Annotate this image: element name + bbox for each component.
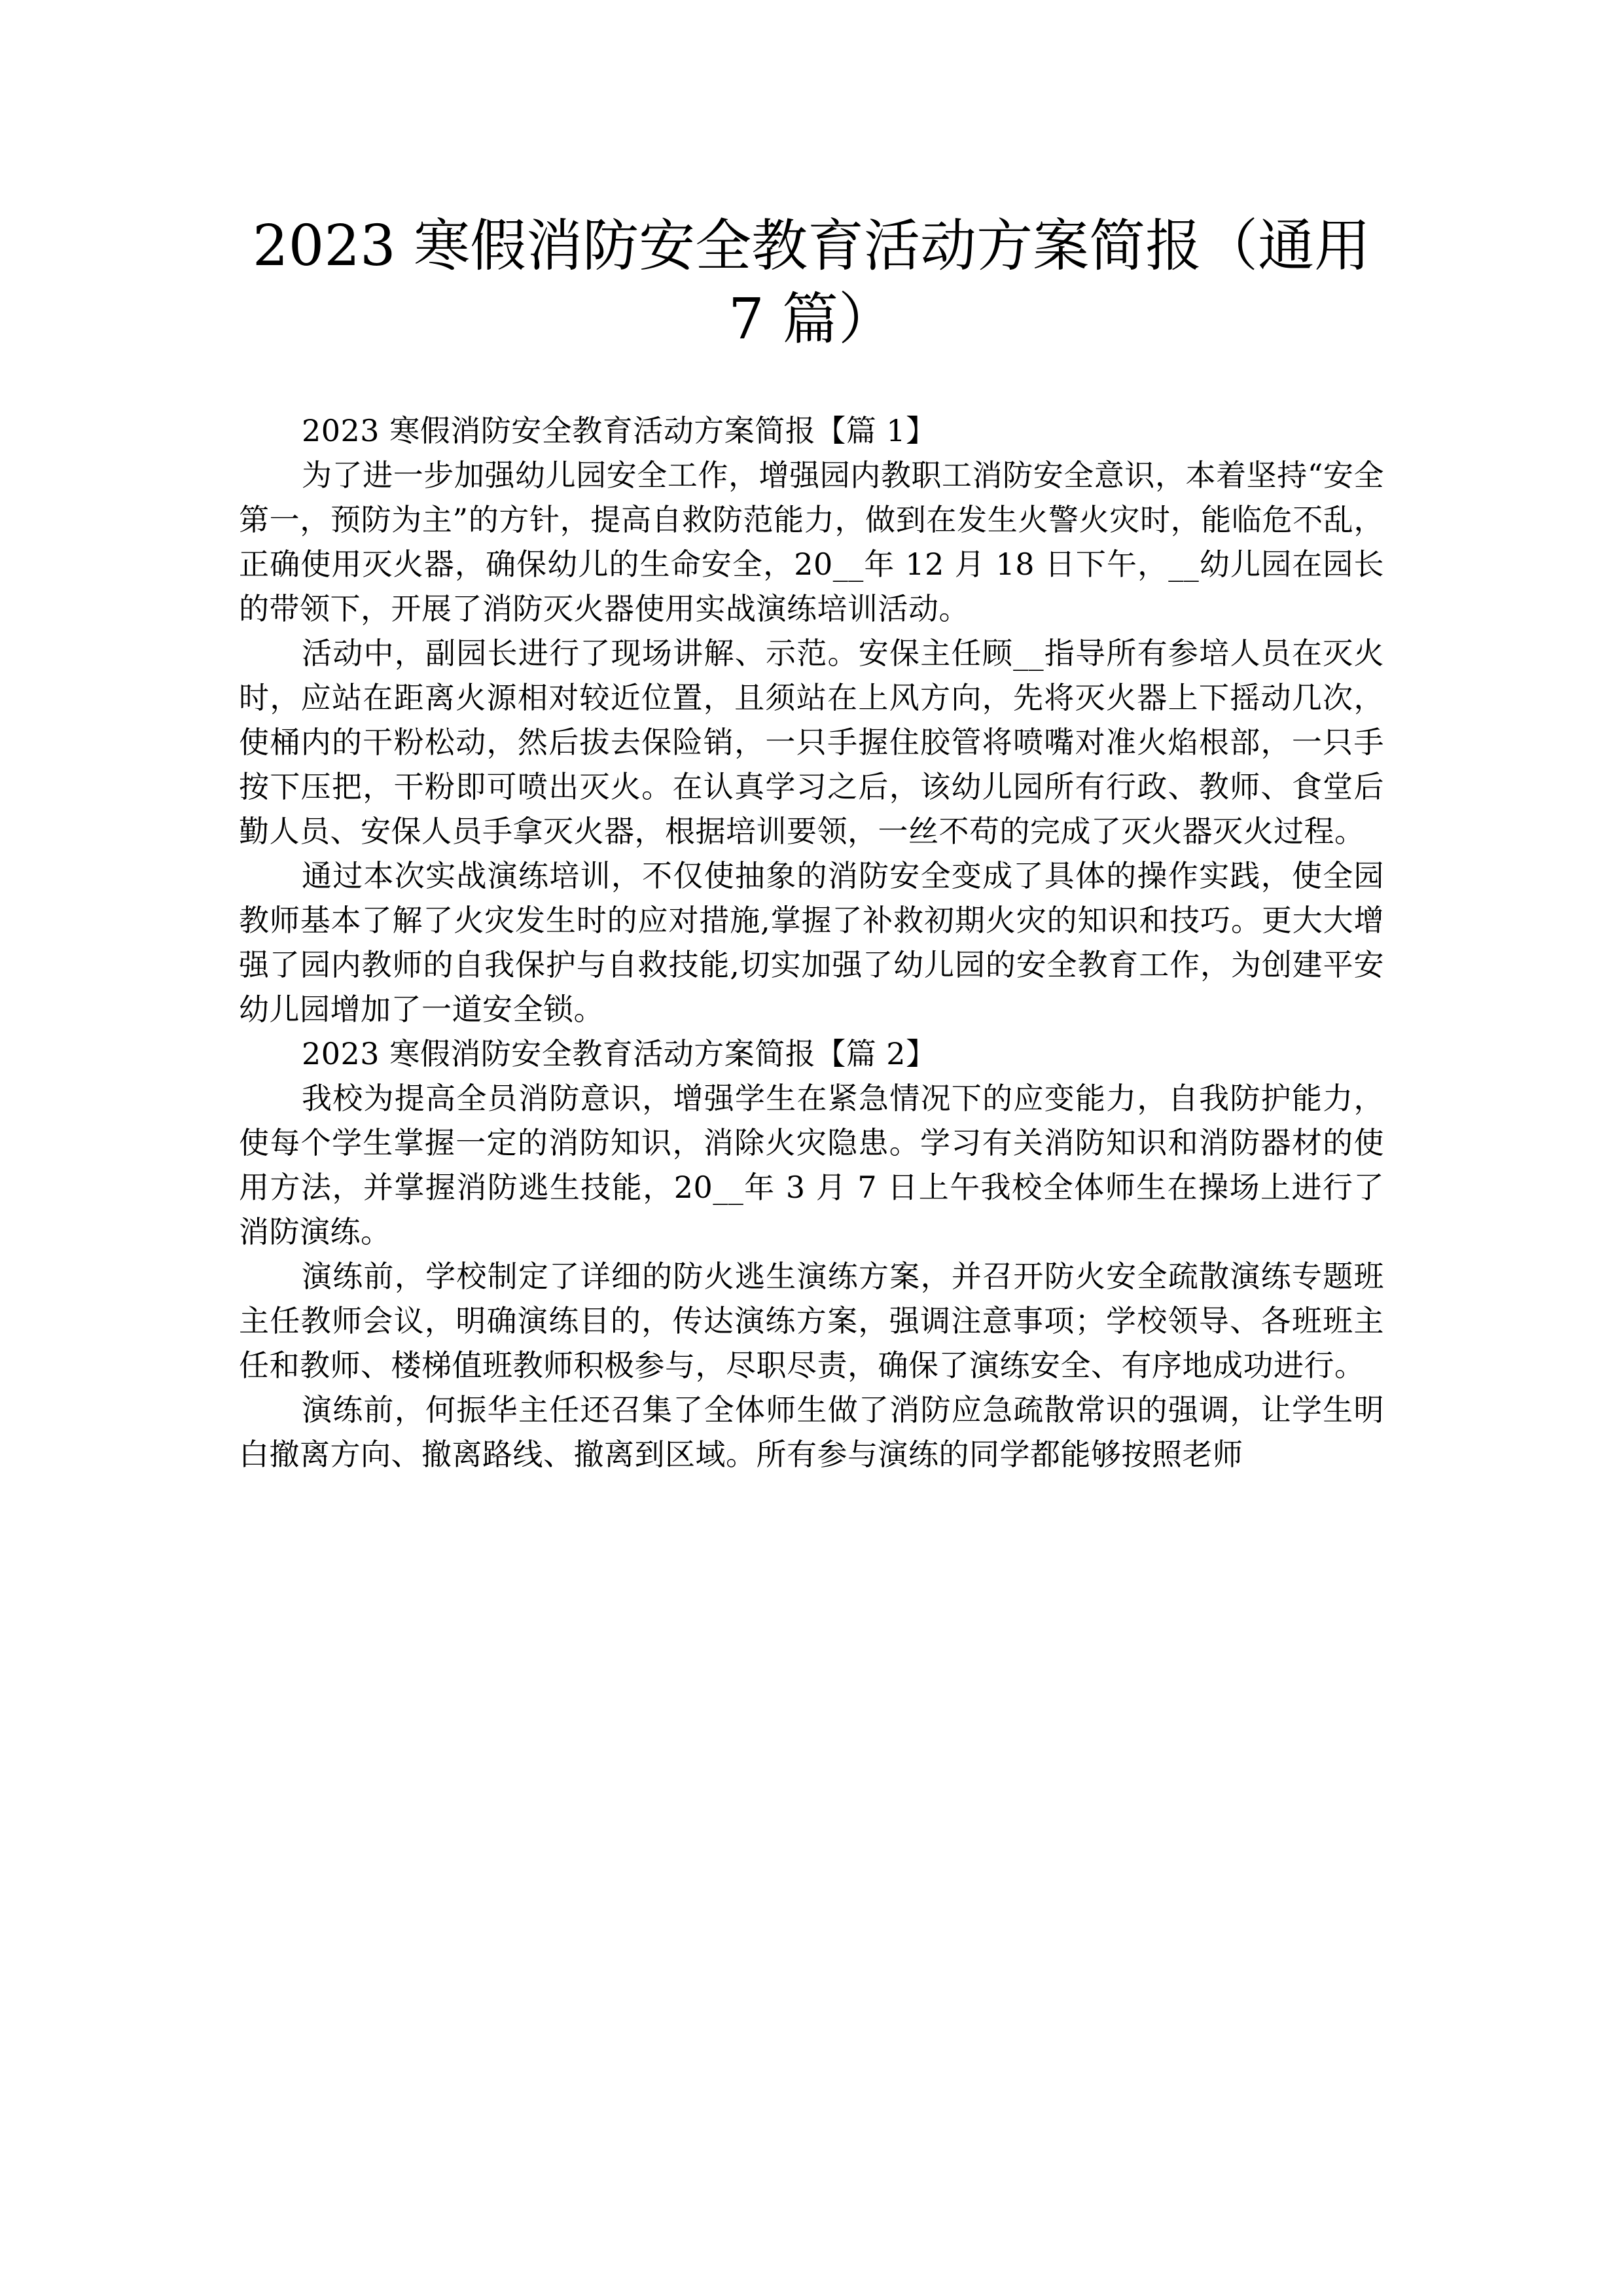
paragraph-2-1: 我校为提高全员消防意识，增强学生在紧急情况下的应变能力，自我防护能力，使每个学生掌握一定的消防知识，消除火灾隐患。学习有关消防知识和消防器材的使用方法，并掌握消防逃生技能，20__年 3 月 7 日上午我校全体师生在操场上进行了消防演练。 [239, 1081, 1384, 1249]
paragraph-1-1: 为了进一步加强幼儿园安全工作，增强园内教职工消防安全意识，本着坚持“安全第一，预防为主”的方针，提高自救防范能力，做到在发生火警火灾时，能临危不乱，正确使用灭火器，确保幼儿的生命安全，20__年 12 月 18 日下午，__幼儿园在园长的带领下，开展了消防灭火器使用实战演练培训活动。 [239, 457, 1384, 626]
paragraph-1-3: 通过本次实战演练培训，不仅使抽象的消防安全变成了具体的操作实践，使全园教师基本了解了火灾发生时的应对措施,掌握了补救初期火灾的知识和技巧。更大大增强了园内教师的自我保护与自救技能,切实加强了幼儿园的安全教育工作，为创建平安幼儿园增加了一道安全锁。 [239, 858, 1384, 1027]
paragraph-2-3: 演练前，何振华主任还召集了全体师生做了消防应急疏散常识的强调，让学生明白撤离方向、撤离路线、撤离到区域。所有参与演练的同学都能够按照老师 [239, 1392, 1384, 1472]
paragraph-2-2: 演练前，学校制定了详细的防火逃生演练方案，并召开防火安全疏散演练专题班主任教师会议，明确演练目的，传达演练方案，强调注意事项；学校领导、各班班主任和教师、楼梯值班教师积极参与，尽职尽责，确保了演练安全、有序地成功进行。 [239, 1259, 1384, 1383]
document-body [239, 408, 1384, 1477]
section-heading-1: 2023 寒假消防安全教育活动方案简报【篇 1】 [302, 413, 936, 448]
paragraph-1-2: 活动中，副园长进行了现场讲解、示范。安保主任顾__指导所有参培人员在灭火时，应站在距离火源相对较近位置，且须站在上风方向，先将灭火器上下摇动几次，使桶内的干粉松动，然后拔去保险销，一只手握住胶管将喷嘴对准火焰根部，一只手按下压把，干粉即可喷出灭火。在认真学习之后，该幼儿园所有行政、教师、食堂后勤人员、安保人员手拿灭火器，根据培训要领，一丝不苟的完成了灭火器灭火过程。 [239, 636, 1384, 849]
section-heading-2: 2023 寒假消防安全教育活动方案简报【篇 2】 [302, 1036, 936, 1071]
page-title: 2023 寒假消防安全教育活动方案简报（通用 7 篇） [252, 213, 1371, 352]
